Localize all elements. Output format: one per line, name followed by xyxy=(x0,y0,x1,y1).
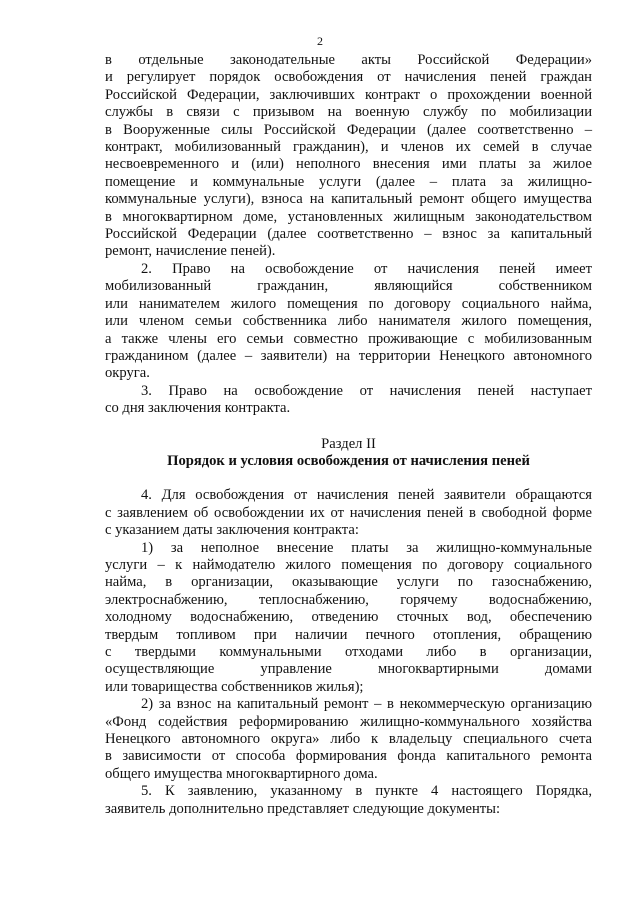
text-line: Российской Федерации (далее соответственно – взнос за капитальный xyxy=(105,226,592,243)
text-line: несвоевременного и (или) неполного внесения ими платы за жилое xyxy=(105,156,592,173)
document-body xyxy=(105,52,592,818)
text-line: 3. Право на освобождение от начисления пеней наступает xyxy=(141,382,592,399)
text-line: а также члены его семьи совместно проживающие с мобилизованным xyxy=(105,330,592,347)
text-line: гражданином (далее – заявители) на территории Ненецкого автономного xyxy=(105,347,592,364)
text-line: контракт, мобилизованный гражданин), и членов их семей в случае xyxy=(105,139,592,156)
text-line: в многоквартирном доме, установленных жилищным законодательством xyxy=(105,208,592,225)
text-line: коммунальные услуги), взноса на капитальный ремонт общего имущества xyxy=(105,191,592,208)
text-line: Ненецкого автономного округа» либо к владельцу специального счета xyxy=(105,731,592,748)
text-line: «Фонд содействия реформированию жилищно-коммунального хозяйства xyxy=(105,713,592,730)
text-line: в зависимости от способа формирования фонда капитального ремонта xyxy=(105,748,592,765)
text-line: или нанимателем жилого помещения по договору социального найма, xyxy=(105,295,592,312)
text-line: Российской Федерации, заключивших контракт о прохождении военной xyxy=(105,86,592,103)
item-2-paragraph xyxy=(105,261,592,383)
item-3-paragraph xyxy=(105,383,592,418)
text-line: осуществляющие управление многоквартирными домами xyxy=(105,661,592,678)
intro-paragraph xyxy=(105,52,592,261)
text-line: округа. xyxy=(105,365,150,382)
text-line: 1) за неполное внесение платы за жилищно-коммунальные xyxy=(141,539,592,556)
subitem-1-paragraph xyxy=(105,540,592,697)
text-line: твердым топливом при наличии печного отопления, обращению xyxy=(105,626,592,643)
text-line: или товарищества собственников жилья); xyxy=(105,678,364,695)
text-line: со дня заключения контракта. xyxy=(105,400,291,417)
section-heading xyxy=(105,436,592,471)
text-line: в Вооруженные силы Российской Федерации (далее соответственно – xyxy=(105,121,592,138)
text-line: с указанием даты заключения контракта: xyxy=(105,522,359,539)
text-line: найма, в организации, оказывающие услуги по газоснабжению, xyxy=(105,574,592,591)
subitem-2-paragraph xyxy=(105,696,592,783)
item-4-paragraph xyxy=(105,487,592,539)
text-line: службы в связи с призывом на военную службу по мобилизации xyxy=(105,104,592,121)
text-line: и регулирует порядок освобождения от начисления пеней граждан xyxy=(105,69,592,86)
text-line: 5. К заявлению, указанному в пункте 4 настоящего Порядка, xyxy=(141,783,592,800)
section-label: Раздел II xyxy=(321,435,376,452)
text-line: ремонт, начисление пеней). xyxy=(105,243,276,260)
section-title: Порядок и условия освобождения от начисления пеней xyxy=(167,452,530,469)
text-line: с заявлением об освобождении их от начисления пеней в свободной форме xyxy=(105,504,592,521)
text-line: мобилизованный гражданин, являющийся собственником xyxy=(105,278,592,295)
text-line: помещение и коммунальные услуги (далее – плата за жилищно- xyxy=(105,173,592,190)
page-number: 2 xyxy=(317,34,323,48)
text-line: 4. Для освобождения от начисления пеней заявители обращаются xyxy=(141,487,592,504)
text-line: с твердыми коммунальными отходами либо в организации, xyxy=(105,644,592,660)
text-line: общего имущества многоквартирного дома. xyxy=(105,765,378,782)
text-line: электроснабжению, теплоснабжению, горячему водоснабжению, xyxy=(105,591,592,608)
item-5-paragraph xyxy=(105,783,592,818)
text-line: 2) за взнос на капитальный ремонт – в некоммерческую организацию xyxy=(141,696,592,713)
text-line: или членом семьи собственника либо нанимателя жилого помещения, xyxy=(105,313,592,330)
text-line: заявитель дополнительно представляет следующие документы: xyxy=(105,800,501,817)
text-line: услуги – к наймодателю жилого помещения по договору социального xyxy=(105,556,592,573)
text-line: 2. Право на освобождение от начисления пеней имеет xyxy=(141,260,592,277)
text-line: в отдельные законодательные акты Российской Федерации» xyxy=(105,52,592,68)
text-line: холодному водоснабжению, отведению сточных вод, обеспечению xyxy=(105,609,592,626)
